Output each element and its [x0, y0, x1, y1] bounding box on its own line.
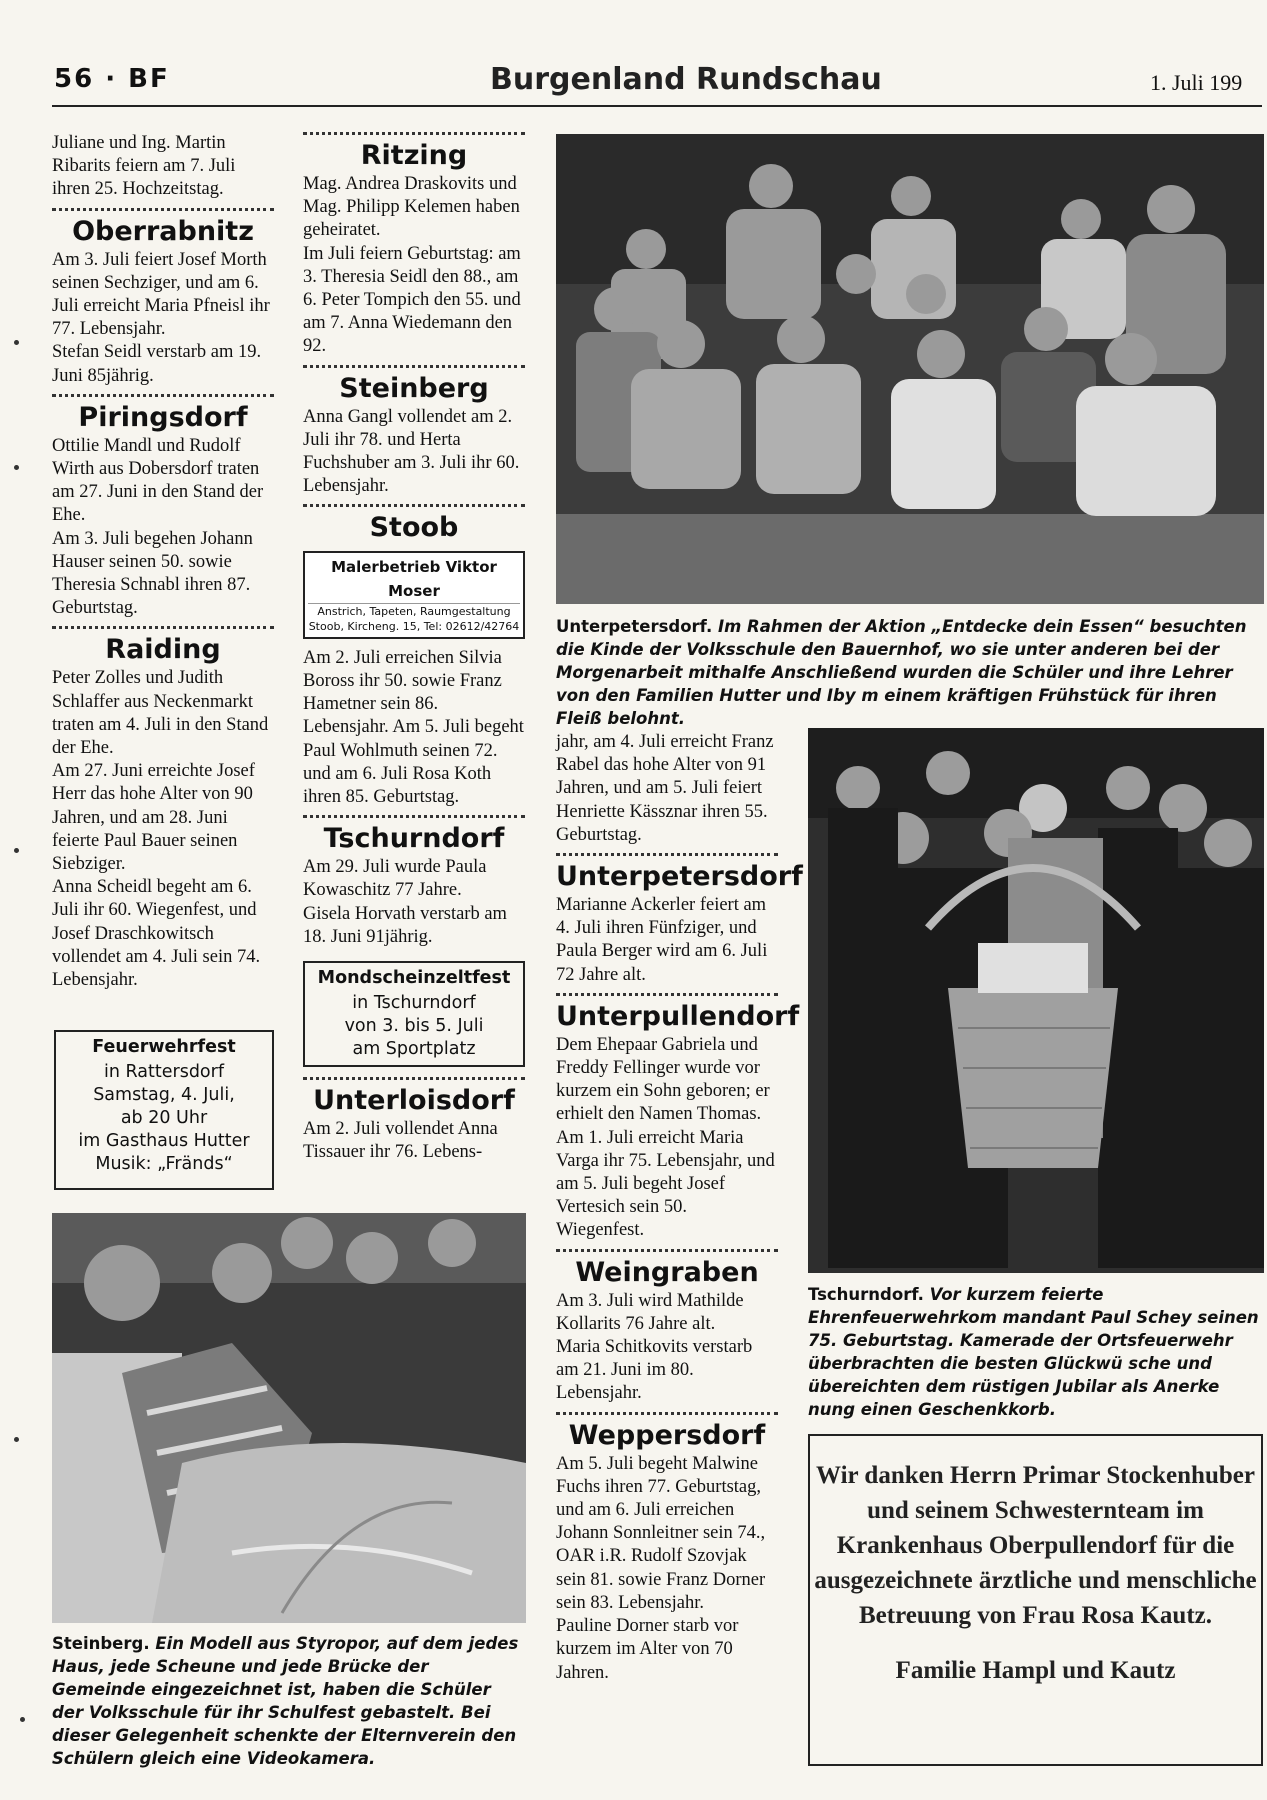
divider [556, 1249, 778, 1252]
caption-text: Im Rahmen der Aktion „Entdecke dein Essen“ besuchten die Kinde der Volksschule den Bauernhof, wo sie unter anderen bei der Morgenarbeit mithalfe Anschließend wurden die Schüler und ihre Lehrer von den Familien Hutter und Iby m einem kräftigen Frühstück für ihren Fleiß belohnt. [556, 617, 1247, 728]
event-title: Mondscheinzeltfest [317, 968, 511, 989]
divider [303, 1077, 525, 1080]
article-text: Peter Zolles und Judith Schlaffer aus Neckenmarkt traten am 4. Juli in den Stand der Ehe. [52, 668, 269, 759]
section-title-ritzing: Ritzing [360, 140, 468, 171]
article-text: Juliane und Ing. Martin Ribarits feiern am 7. Juli ihren 25. Hochzeitstag. [52, 133, 236, 200]
article-text: Am 3. Juli begehen Johann Hauser seinen 50. sowie Theresia Schnabl ihren 87. Geburtstag. [52, 528, 253, 619]
section-title-piringsdorf: Piringsdorf [78, 401, 248, 433]
article-text: Pauline Dorner starb vor kurzem im Alter von 70 Jahren. [556, 1616, 739, 1683]
caption-place: Steinberg. [52, 1634, 150, 1653]
section-title-raiding: Raiding [105, 634, 221, 666]
event-line: in Tschurndorf [352, 993, 476, 1014]
divider [303, 815, 525, 818]
article-text: Maria Schitkovits verstarb am 21. Juni im 80. Lebensjahr. [556, 1337, 753, 1404]
article-text: Am 1. Juli erreicht Maria Varga ihr 75. Lebensjahr, und am 5. Juli begeht Josef Vertesich sein 50. Wiegenfest. [556, 1127, 775, 1241]
article-text: Stefan Seidl verstarb am 19. Juni 85jährig. [52, 342, 262, 386]
ad-line: Anstrich, Tapeten, Raumgestaltung [317, 604, 511, 618]
event-line: von 3. bis 5. Juli [344, 1016, 484, 1037]
header-rule [52, 105, 1262, 107]
event-line: am Sportplatz [352, 1039, 476, 1060]
article-text: Am 2. Juli erreichen Silvia Boross ihr 50. sowie Franz Hametner sein 86. Lebensjahr. Am 5. Juli begeht Paul Wohlmuth seinen 72. und am 6. Juli Rosa Koth ihren 85. Geburtstag. [303, 647, 524, 808]
section-title-weppersdorf: Weppersdorf [568, 1419, 766, 1451]
article-text: Am 3. Juli wird Mathilde Kollarits 76 Jahre alt. [556, 1290, 744, 1334]
section-title-unterpetersdorf: Unterpetersdorf [556, 861, 803, 893]
event-line: ab 20 Uhr [120, 1108, 208, 1128]
caption-unterpetersdorf [556, 615, 1264, 730]
caption-steinberg [52, 1632, 526, 1770]
column-2 [303, 132, 525, 1164]
thank-you-notice [808, 1434, 1263, 1766]
divider [303, 504, 525, 507]
section-title-tschurndorf: Tschurndorf [323, 823, 505, 855]
divider [303, 365, 525, 368]
page-header [0, 0, 1267, 110]
caption-place: Tschurndorf. [808, 1285, 924, 1304]
caption-place: Unterpetersdorf. [556, 617, 713, 636]
section-title-stoob: Stoob [369, 512, 459, 544]
article-text: Am 27. Juni erreichte Josef Herr das hohe Alter von 90 Jahren, und am 28. Juni feierte Paul Bauer seinen Siebziger. [52, 761, 255, 875]
section-title-steinberg: Steinberg [339, 372, 489, 404]
ad-line: Stoob, Kircheng. 15, Tel: 02612/42764 [308, 619, 520, 633]
article-text: Am 29. Juli wurde Paula Kowaschitz 77 Jahre. [303, 857, 487, 901]
divider [556, 1412, 778, 1415]
scan-mark [14, 340, 19, 345]
thank-you-signature: Familie Hampl und Kautz [895, 1657, 1176, 1684]
article-text: Anna Scheidl begeht am 6. Juli ihr 60. Wiegenfest, und Josef Draschkowitsch vollendet am 4. Juli sein 74. Lebensjahr. [52, 877, 261, 991]
divider [556, 853, 778, 856]
event-title: Feuerwehrfest [92, 1037, 236, 1057]
caption-text: Vor kurzem feierte Ehrenfeuerwehrkom mandant Paul Schey seinen 75. Geburtstag. Kamerade der Ortsfeuerwehr überbrachten die besten Glückwü sche und übereichten dem rüstigen Jubilar als Anerke nung einen Geschenkkorb. [808, 1285, 1259, 1419]
section-title-weingraben: Weingraben [575, 1256, 759, 1288]
article-text: Mag. Andrea Draskovits und Mag. Philipp Kelemen haben geheiratet. [303, 174, 520, 241]
photo-styrofoam-model [52, 1213, 526, 1623]
article-text: Marianne Ackerler feiert am 4. Juli ihren Fünfziger, und Paula Berger wird am 6. Juli 72 Jahre alt. [556, 895, 768, 985]
section-title-oberrabnitz: Oberrabnitz [72, 215, 254, 247]
article-text: Am 5. Juli begeht Malwine Fuchs ihren 77. Geburtstag, und am 6. Juli erreichen Johann Sonnleitner sein 74., OAR i.R. Rudolf Szovjak sein 81. sowie Franz Dorner sein 83. Lebensjahr. [556, 1453, 766, 1613]
scan-mark [14, 1437, 19, 1442]
advertisement-malerbetrieb [303, 551, 525, 638]
scan-mark [20, 1717, 25, 1722]
ad-title: Malerbetrieb Viktor Moser [308, 556, 520, 603]
caption-tschurndorf [808, 1283, 1264, 1421]
page-number: 56 · BF [54, 64, 170, 94]
divider [52, 394, 274, 397]
photo-fire-brigade [808, 728, 1264, 1273]
article-text: Am 2. Juli vollendet Anna Tissauer ihr 76. Lebens- [303, 1119, 498, 1163]
article-text: Am 3. Juli feiert Josef Morth seinen Sechziger, und am 6. Juli erreicht Maria Pfneisl ihr 77. Lebensjahr. [52, 249, 270, 340]
article-text: Dem Ehepaar Gabriela und Freddy Fellinger wurde vor kurzem ein Sohn geboren; er erhielt den Namen Thomas. [556, 1034, 770, 1125]
column-3 [556, 731, 803, 1685]
article-text: jahr, am 4. Juli erreicht Franz Rabel das hohe Alter von 91 Jahren, und am 5. Juli feiert Henriette Kässznar ihren 55. Geburtstag. [556, 732, 774, 845]
event-line: Samstag, 4. Juli, [93, 1085, 235, 1105]
event-box-feuerwehrfest [54, 1030, 274, 1190]
caption-text: Ein Modell aus Styropor, auf dem jedes Haus, jede Scheune und jede Brücke der Gemeinde eingezeichnet ist, haben die Schüler der Volksschule für ihr Schulfest gebastelt. Bei dieser Gelegenheit schenkte der Elternverein den Schülern gleich eine Videokamera. [52, 1634, 519, 1768]
section-title-unterpullendorf: Unterpullendorf [556, 1000, 800, 1032]
issue-date: 1. Juli 199 [1150, 70, 1243, 95]
scan-mark [14, 465, 19, 470]
divider [556, 993, 778, 996]
divider [52, 626, 274, 629]
divider [303, 132, 525, 135]
article-text: Im Juli feiern Geburtstag: am 3. Theresia Seidl den 88., am 6. Peter Tompich den 55. und am 7. Anna Wiedemann den 92. [303, 243, 521, 357]
event-line: in Rattersdorf [104, 1062, 224, 1082]
section-title-unterloisdorf: Unterloisdorf [313, 1085, 515, 1117]
event-line: im Gasthaus Hutter [78, 1131, 250, 1151]
event-box-mondscheinzeltfest [303, 961, 525, 1067]
scan-mark [14, 848, 19, 853]
divider [52, 208, 274, 211]
column-1 [52, 132, 274, 992]
event-line: Musik: „Fränds“ [95, 1154, 233, 1174]
newspaper-title: Burgenland Rundschau [490, 62, 882, 97]
article-text: Gisela Horvath verstarb am 18. Juni 91jährig. [303, 903, 507, 947]
thank-you-text: Wir danken Herrn Primar Stockenhuber und seinem Schwesternteam im Krankenhaus Oberpullendorf für die ausgezeichnete ärztliche und menschliche Betreuung von Frau Rosa Kautz. [814, 1462, 1257, 1629]
photo-schoolchildren-farm [556, 134, 1264, 604]
article-text: Ottilie Mandl und Rudolf Wirth aus Dobersdorf traten am 27. Juni in den Stand der Ehe. [52, 435, 264, 526]
article-text: Anna Gangl vollendet am 2. Juli ihr 78. und Herta Fuchshuber am 3. Juli ihr 60. Lebensjahr. [303, 406, 520, 497]
